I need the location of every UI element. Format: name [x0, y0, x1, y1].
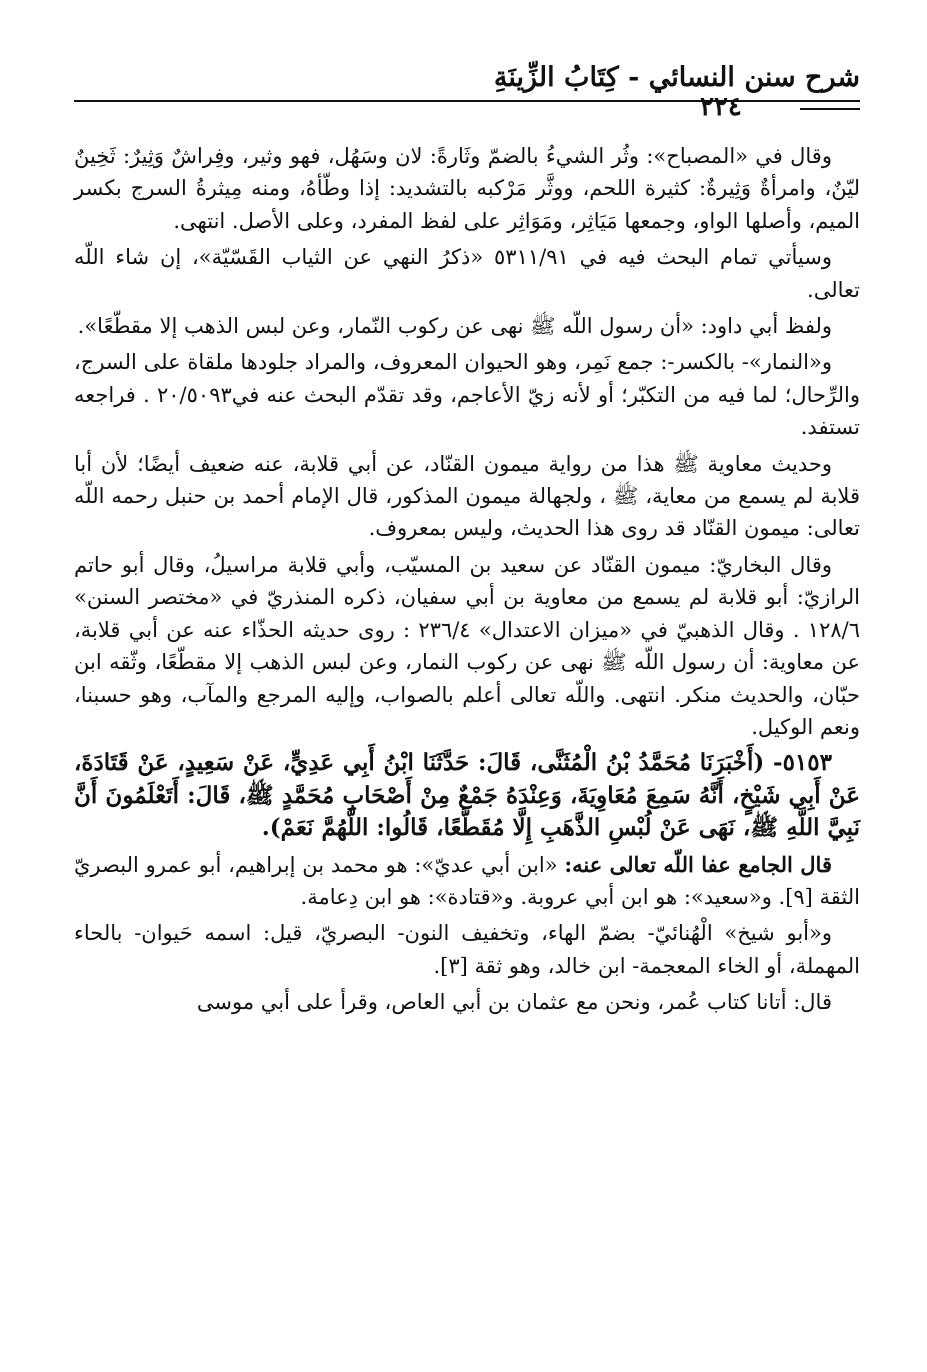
- paragraph-nimar: و«النمار»- بالكسر-: جمع نَمِر، وهو الحيوان المعروف، والمراد جلودها ملقاة على السرج، والرِّحال؛ لما فيه من التكبّر؛ أو لأنه زيّ الأعاجم، وقد تقدّم البحث عنه في٢٠/٥٠٩٣ . فراجعه تستفد.: [74, 350, 861, 440]
- paragraph-commentary: [74, 849, 860, 914]
- commentary-lead: قال الجامع عفا اللّه تعالى عنه:: [564, 851, 832, 877]
- running-header: [74, 62, 860, 102]
- header-title: شرح سنن النسائي - كِتَابُ الزِّينَةِ: [493, 62, 860, 93]
- paragraph-final: قال: أتانا كتاب عُمر، ونحن مع عثمان بن أبي العاص، وقرأ على أبي موسى: [196, 990, 832, 1015]
- hadith-text: ٥١٥٣- (أَخْبَرَنَا مُحَمَّدُ بْنُ الْمُثَنَّى، قَالَ: حَدَّثَنَا ابْنُ أَبِي عَدِيٍّ، عَنْ سَعِيدٍ، عَنْ قَتَادَةَ، عَنْ أَبِي شَيْخٍ، أَنَّهُ سَمِعَ مُعَاوِيَةَ، وَعِنْدَهُ جَمْعٌ مِنْ أَصْحَابِ مُحَمَّدٍ ﷺ، قَالَ: أَتَعْلَمُونَ أَنَّ نَبِيَّ اللَّهِ ﷺ، نَهَى عَنْ لُبْسِ الذَّهَبِ إِلَّا مُقَطَّعًا، قَالُوا: اللَّهُمَّ نَعَمْ).: [74, 749, 860, 842]
- paragraph-abu-dawud: ولفظ أبي داود: «أن رسول اللّه ﷺ نهى عن ركوب النّمار، وعن لبس الذهب إلا مقطّعًا».: [77, 314, 832, 339]
- commentary-text: «ابن أبي عديّ»: هو محمد بن إبراهيم، أبو عمرو البصريّ الثقة [٩]. و«سعيد»: هو ابن أبي عروبة. و«قتادة»: هو ابن دِعامة.: [74, 852, 860, 909]
- paragraph-muawiya-hadith: وحديث معاوية ﷺ هذا من رواية ميمون القنّاد، عن أبي قلابة، عنه ضعيف أيضًا؛ لأن أبا قلابة لم يسمع من معاية، ﷺ ، ولجهالة ميمون المذكور، قال الإمام أحمد بن حنبل رحمه اللّه تعالى: ميمون القنّاد قد روى هذا الحديث، وليس بمعروف.: [74, 451, 860, 541]
- paragraph-misbah-quote: وقال في «المصباح»: وثُر الشيءُ بالضمّ وثَارةً: لان وسَهُل، فهو وثير، وفِراشٌ وَثِيرٌ: ثَخِينٌ ليّنٌ، وامرأةٌ وَثِيرةٌ: كثيرة اللحم، ووثَّر مَرْكبه بالتشديد: إذا وطّأهُ، ومنه مِيثرةُ السرج بكسر الميم، وأصلها الواو، وجمعها مَيَاثِر، ومَوَاثِر على لفظ المفرد، وعلى الأصل. انتهى.: [74, 144, 860, 233]
- page-body: [74, 140, 860, 1023]
- page-number-rule: [800, 108, 860, 110]
- header-rule: [74, 100, 860, 102]
- paragraph-abu-shaykh: و«أبو شيخ» الْهُنائيّ- بضمّ الهاء، وتخفيف النون- البصريّ، قيل: اسمه حَيوان- بالحاء المهملة، أو الخاء المعجمة- ابن خالد، وهو ثقة [٣].: [74, 921, 860, 978]
- paragraph-cross-reference: وسيأتي تمام البحث فيه في ٥٣١١/٩١ «ذكرُ النهي عن الثياب القَسّيّة»، إن شاء اللّه تعالى.: [74, 245, 860, 302]
- paragraph-bukhari: وقال البخاريّ: ميمون القنّاد عن سعيد بن المسيّب، وأبي قلابة مراسيلُ، وقال أبو حاتم الرازيّ: أبو قلابة لم يسمع من معاوية بن أبي سفيان، ذكره المنذريّ في «مختصر السنن» ١٢٨/٦ . وقال الذهبيّ في «ميزان الاعتدال» ٢٣٦/٤ : روى حديثه الحذّاء عنه عن أبي قلابة، عن معاوية: أن رسول اللّه ﷺ نهى عن ركوب النمار، وعن لبس الذهب إلا مقطّعًا، وثّقه ابن حبّان، والحديث منكر. انتهى. واللّه تعالى أعلم بالصواب، وإليه المرجع والمآب، وهو حسبنا، ونعم الوكيل.: [74, 552, 860, 739]
- page-number: ٢٢٤: [700, 92, 742, 122]
